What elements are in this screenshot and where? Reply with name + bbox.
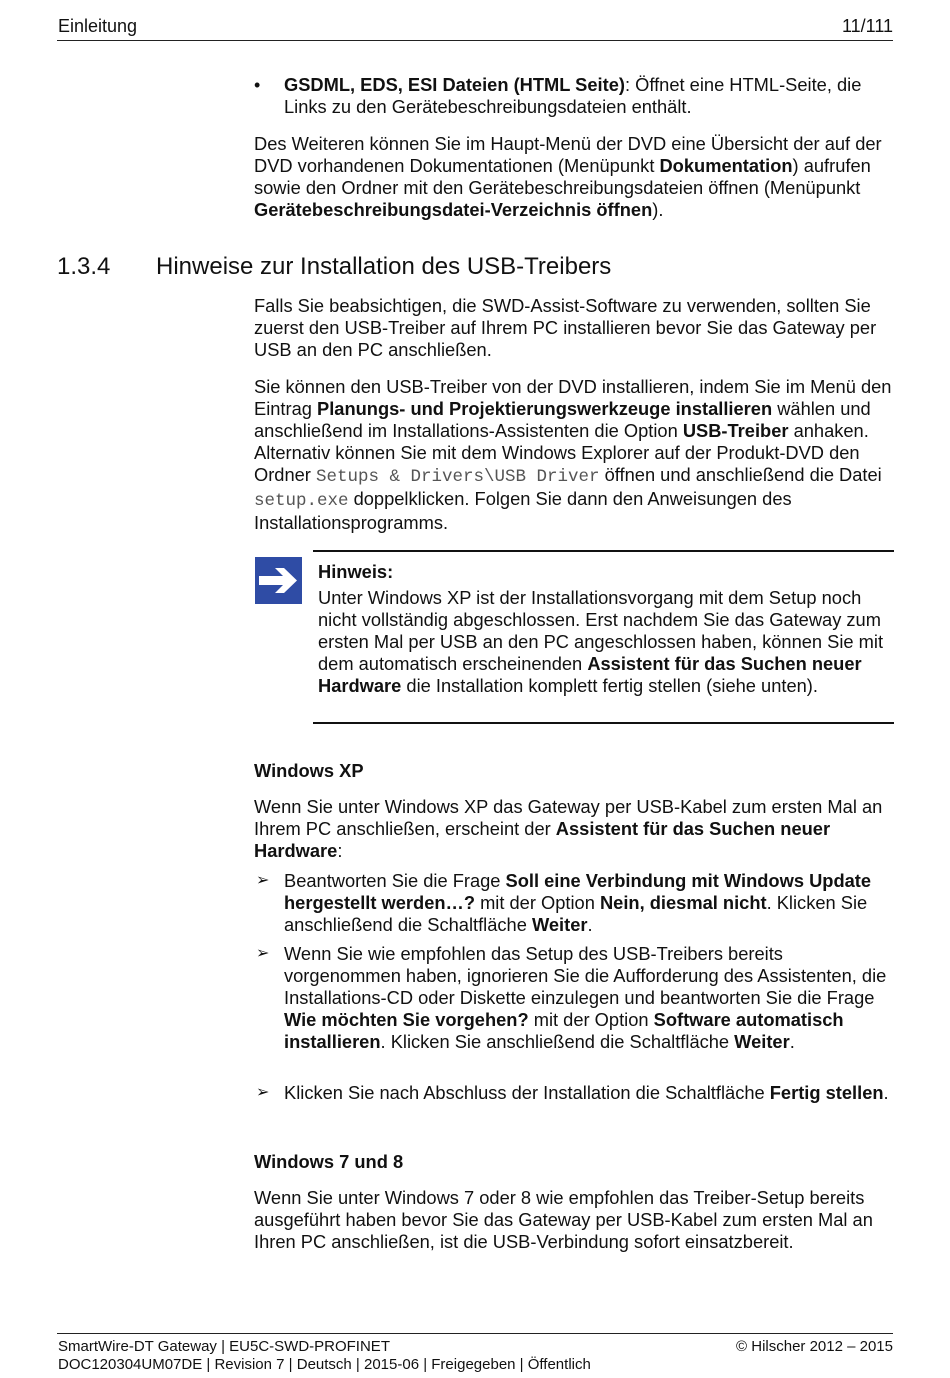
text-run: wählen und anschließend im Installations-Assistenten die Option bbox=[254, 398, 871, 441]
text-run: . bbox=[587, 914, 593, 935]
text-run: anhaken. Alternativ können Sie mit dem Windows Explorer auf der Produkt-DVD den Ordner bbox=[254, 420, 869, 485]
subheading-windows-xp: Windows XP bbox=[254, 760, 364, 781]
paragraph-win78: Wenn Sie unter Windows 7 oder 8 wie empfohlen das Treiber-Setup bereits ausgeführt haben bevor Sie das Gateway per USB-Kabel zum ersten Mal an Ihren PC anschließen, ist die USB-Verbindung sofort einsatzbereit. bbox=[254, 1187, 873, 1252]
footer-product: SmartWire-DT Gateway | EU5C-SWD-PROFINET bbox=[58, 1338, 390, 1355]
text-run: Des Weiteren können Sie im Haupt-Menü der DVD eine Übersicht der auf der DVD vorhandenen Dokumentationen (Menüpunkt bbox=[254, 133, 882, 176]
text-run: Klicken Sie nach Abschluss der Installation die Schaltfläche bbox=[284, 1082, 770, 1103]
dialog-option: Nein, diesmal nicht bbox=[599, 892, 767, 913]
wizard-name: Assistent für das Suchen neuer Hardware bbox=[254, 818, 831, 861]
text-run: ) aufrufen sowie den Ordner mit den Gerätebeschreibungsdateien öffnen (Menüpunkt bbox=[254, 155, 871, 198]
header-page-number: 11/111 bbox=[841, 16, 893, 36]
paragraph-usb-install bbox=[254, 376, 900, 534]
text-run: : bbox=[337, 840, 343, 861]
arrow-right-icon bbox=[255, 557, 302, 604]
text-run: Sie können den USB-Treiber von der DVD installieren, indem Sie im Menü den Eintrag bbox=[254, 376, 892, 419]
step-marker-icon: ➢ bbox=[256, 1084, 270, 1101]
page-header bbox=[57, 14, 893, 41]
text-run: Unter Windows XP ist der Installationsvorgang mit dem Setup noch nicht vollständig abgeschlossen. Erst nachdem Sie das Gateway zum ersten Mal per USB an den PC angeschlossen haben, können Sie mit dem automatisch erscheinenden bbox=[318, 587, 884, 674]
subheading-windows-7-8: Windows 7 und 8 bbox=[254, 1151, 404, 1172]
dialog-question: Soll eine Verbindung mit Windows Update hergestellt werden…? bbox=[284, 870, 872, 913]
page-footer bbox=[57, 1333, 893, 1373]
file-name: setup.exe bbox=[254, 491, 349, 511]
button-name: Weiter bbox=[531, 914, 588, 935]
footer-document-info: DOC120304UM07DE | Revision 7 | Deutsch | 2015-06 | Freigegeben | Öffentlich bbox=[58, 1356, 591, 1373]
note-bottom-rule bbox=[313, 722, 894, 724]
text-run: . bbox=[789, 1031, 795, 1052]
text-run: . Klicken Sie anschließend die Schaltfläche bbox=[284, 892, 868, 935]
text-run: mit der Option bbox=[528, 1009, 654, 1030]
paragraph-winxp-intro bbox=[254, 796, 900, 862]
dialog-option: Software automatisch installieren bbox=[284, 1009, 844, 1052]
intro-bullet-item bbox=[284, 74, 900, 118]
menu-item-documentation: Dokumentation bbox=[659, 155, 793, 176]
note-title: Hinweis: bbox=[318, 561, 394, 582]
option-usb-driver: USB-Treiber bbox=[682, 420, 789, 441]
note-wizard-name: Assistent für das Suchen neuer Hardware bbox=[318, 653, 862, 696]
bullet-marker: • bbox=[254, 75, 261, 95]
text-run: öffnen und anschließend die Datei bbox=[599, 464, 882, 485]
note-body bbox=[318, 587, 896, 697]
step-marker-icon: ➢ bbox=[256, 945, 270, 962]
section-number: 1.3.4 bbox=[57, 253, 111, 280]
intro-bullet-bold: GSDML, EDS, ESI Dateien (HTML Seite) bbox=[284, 74, 625, 95]
footer-copyright: © Hilscher 2012 – 2015 bbox=[736, 1338, 893, 1355]
text-run: die Installation komplett fertig stellen (siehe unten). bbox=[401, 675, 818, 696]
text-run: doppelklicken. Folgen Sie dann den Anweisungen des Installationsprogramms. bbox=[254, 488, 792, 533]
note-top-rule bbox=[313, 550, 894, 552]
step-marker-icon: ➢ bbox=[256, 872, 270, 889]
section-title: Hinweise zur Installation des USB-Treibers bbox=[156, 253, 612, 280]
text-run: . bbox=[883, 1082, 889, 1103]
button-name: Weiter bbox=[734, 1031, 790, 1052]
header-section-title: Einleitung bbox=[58, 16, 138, 36]
text-run: Beantworten Sie die Frage bbox=[284, 870, 506, 891]
text-run: ). bbox=[652, 199, 664, 220]
menu-item-device-description-folder: Gerätebeschreibungsdatei-Verzeichnis öffnen bbox=[254, 199, 653, 220]
list-item-step-3 bbox=[284, 1082, 900, 1104]
dialog-question: Wie möchten Sie vorgehen? bbox=[284, 1009, 529, 1030]
menu-item-planning-tools: Planungs- und Projektierungswerkzeuge installieren bbox=[317, 398, 773, 419]
list-item-step-1 bbox=[284, 870, 900, 936]
text-run: Wenn Sie wie empfohlen das Setup des USB-Treibers bereits vorgenommen haben, ignorieren Sie die Aufforderung des Assistenten, die Installations-CD oder Diskette einzulegen und beantworten Sie die Frage bbox=[284, 943, 887, 1008]
folder-path: Setups & Drivers\USB Driver bbox=[315, 467, 600, 487]
list-item-step-2 bbox=[284, 943, 900, 1053]
intro-bullet-text: : Öffnet eine HTML-Seite, die Links zu den Gerätebeschreibungsdateien enthält. bbox=[284, 74, 862, 117]
paragraph-usb-intro: Falls Sie beabsichtigen, die SWD-Assist-Software zu verwenden, sollten Sie zuerst den USB-Treiber auf Ihrem PC installieren bevor Sie das Gateway per USB an den PC anschließen. bbox=[254, 295, 877, 360]
text-run: mit der Option bbox=[474, 892, 600, 913]
paragraph-dvd-menu bbox=[254, 133, 900, 221]
text-run: . Klicken Sie anschließend die Schaltfläche bbox=[380, 1031, 735, 1052]
button-name: Fertig stellen bbox=[769, 1082, 884, 1103]
text-run: Wenn Sie unter Windows XP das Gateway per USB-Kabel zum ersten Mal an Ihrem PC anschließen, erscheint der bbox=[254, 796, 883, 839]
